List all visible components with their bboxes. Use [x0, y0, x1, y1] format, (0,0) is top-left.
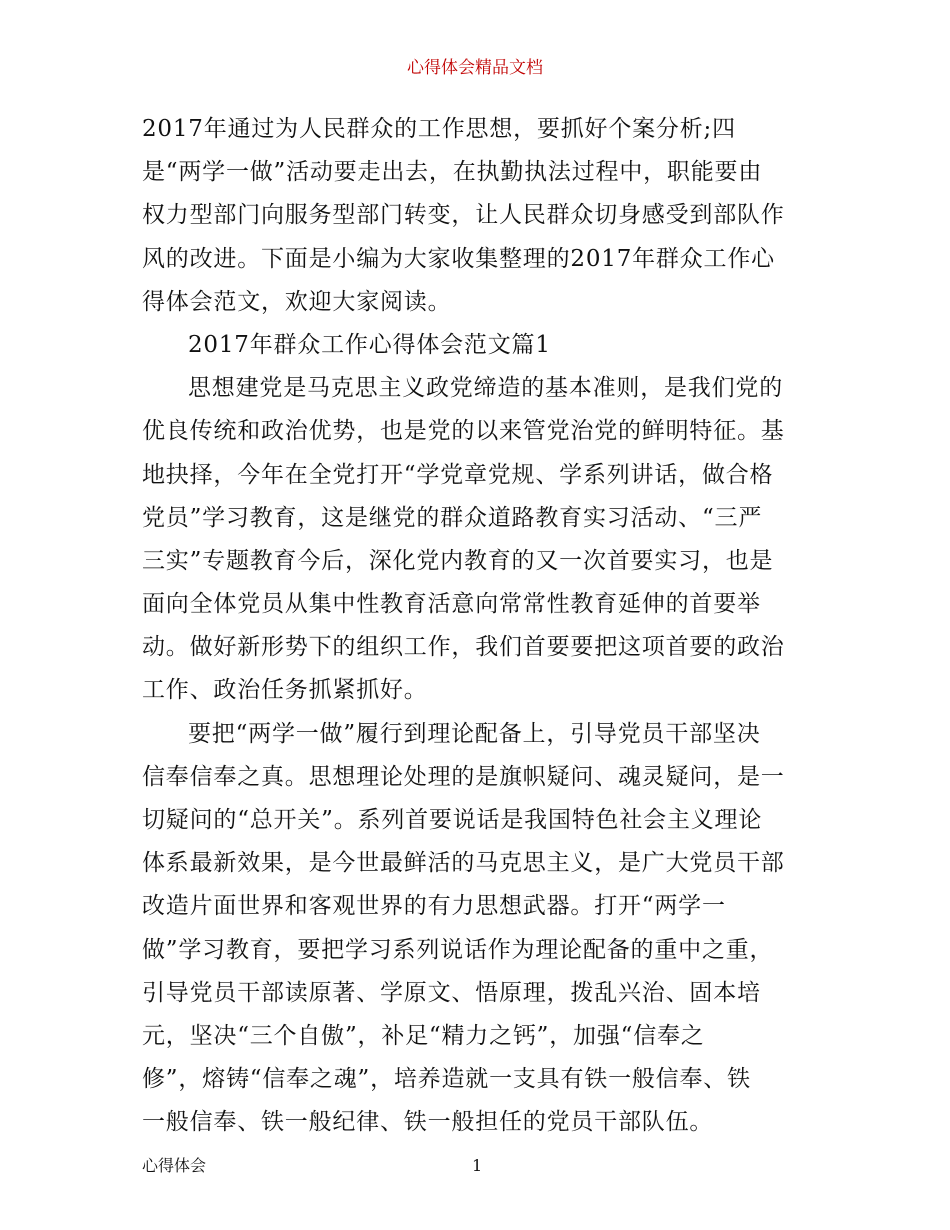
body-line: 体系最新效果，是今世最鲜活的马克思主义，是广大党员干部 — [142, 850, 785, 877]
page-footer — [142, 1153, 812, 1179]
body-line: 改造片面世界和客观世界的有力思想武器。打开“两学一 — [142, 893, 726, 920]
body-line: 一般信奉、铁一般纪律、铁一般担任的党员干部队伍。 — [142, 1109, 714, 1136]
body-line: 是“两学一做”活动要走出去，在执勤执法过程中，职能要由 — [142, 159, 763, 186]
body-line: 权力型部门向服务型部门转变，让人民群众切身感受到部队作 — [142, 202, 785, 229]
body-line: 做”学习教育，要把学习系列说话作为理论配备的重中之重， — [142, 936, 774, 963]
body-line: 2017年通过为人民群众的工作思想，要抓好个案分析;四 — [142, 116, 736, 142]
footer-label: 心得体会 — [142, 1156, 207, 1175]
page-header-title: 心得体会精品文档 — [407, 58, 543, 78]
body-line: 信奉信奉之真。思想理论处理的是旗帜疑问、魂灵疑问，是一 — [142, 763, 785, 790]
body-line: 风的改进。下面是小编为大家收集整理的2017年群众工作心 — [142, 245, 775, 272]
body-line: 地抉择，今年在全党打开“学党章党规、学系列讲话，做合格 — [142, 461, 774, 488]
body-line: 切疑问的“总开关”。系列首要说话是我国特色社会主义理论 — [142, 807, 763, 833]
body-line: 要把“两学一做”履行到理论配备上，引导党员干部坚决 — [188, 720, 761, 747]
body-line: 面向全体党员从集中性教育活意向常常性教育延伸的首要举 — [142, 591, 761, 618]
body-line: 修”，熔铸“信奉之魂”，培养造就一支具有铁一般信奉、铁 — [142, 1066, 751, 1093]
page-number: 1 — [472, 1156, 483, 1175]
body-line: 优良传统和政治优势，也是党的以来管党治党的鲜明特征。基 — [142, 418, 785, 445]
document-body — [142, 108, 812, 1145]
body-line: 引导党员干部读原著、学原文、悟原理，拨乱兴治、固本培 — [142, 979, 761, 1006]
section-heading: 2017年群众工作心得体会范文篇1 — [188, 331, 551, 358]
body-line: 三实”专题教育今后，深化党内教育的又一次首要实习，也是 — [142, 547, 774, 574]
body-line: 党员”学习教育，这是继党的群众道路教育实习活动、“三严 — [142, 504, 763, 531]
body-line: 元，坚决“三个自傲”，补足“精力之钙”，加强“信奉之 — [142, 1022, 705, 1049]
body-line: 工作、政治任务抓紧抓好。 — [142, 677, 428, 704]
body-line: 动。做好新形势下的组织工作，我们首要要把这项首要的政治 — [142, 634, 785, 661]
body-line: 得体会范文，欢迎大家阅读。 — [142, 288, 452, 315]
body-line: 思想建党是马克思主义政党缔造的基本准则，是我们党的 — [188, 375, 783, 402]
